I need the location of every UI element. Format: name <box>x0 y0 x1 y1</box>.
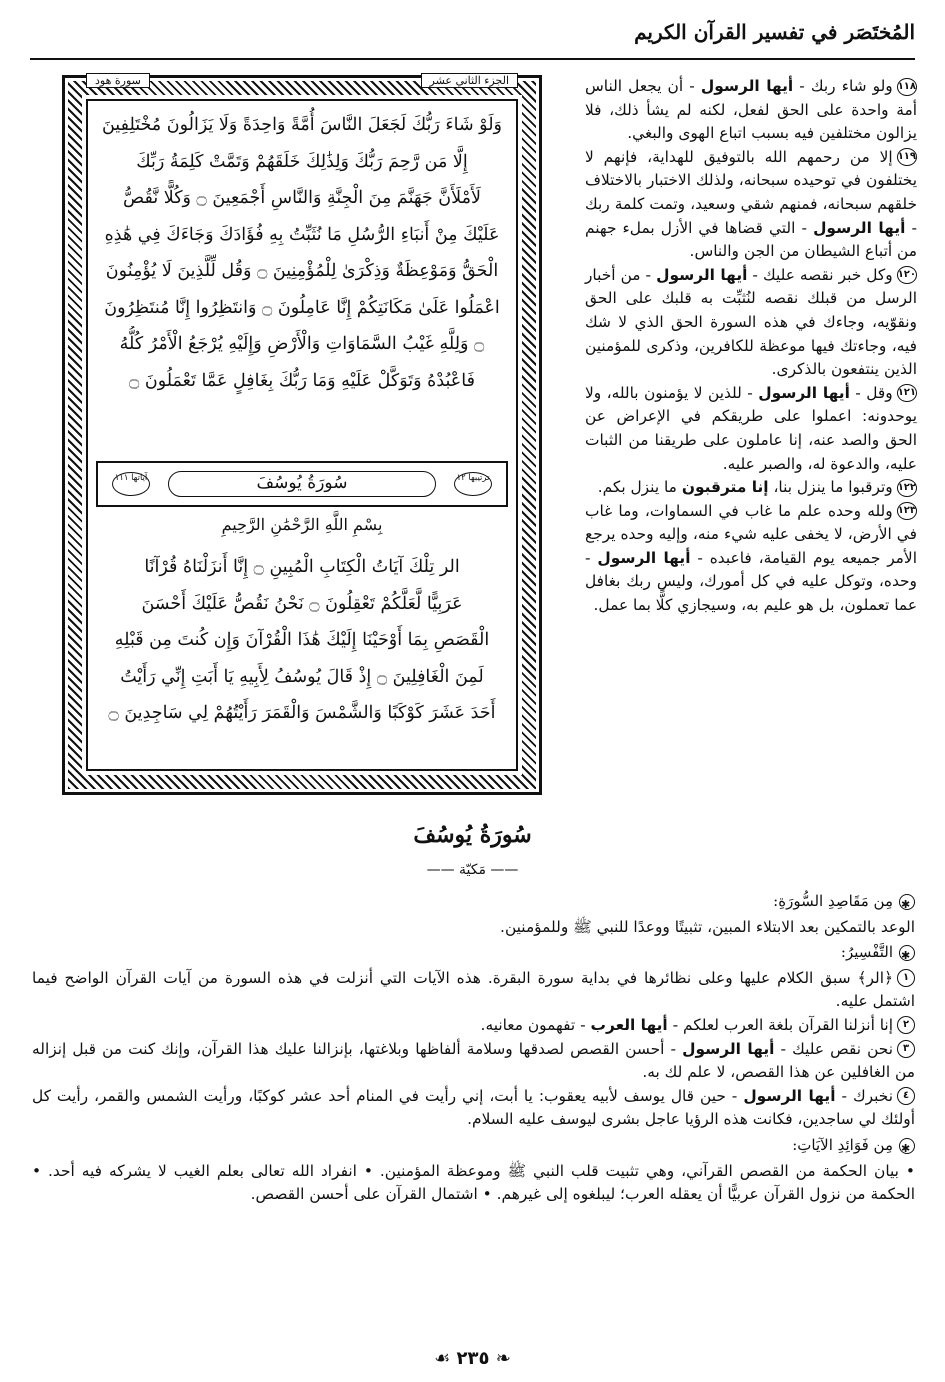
banner-ayah-count: آياتها ١١١ <box>112 472 150 496</box>
tafsir-text: - أحسن القصص لصدقها وسلامة ألفاظها وبلاغتها، بإنزالنا عليك هذا القرآن، وإنك كنت من قبل إنزاله من الغافلين عن هذا القصص، لا علم لك به. <box>32 1039 915 1082</box>
tafsir-text: ما ينزل بكم. <box>597 478 682 497</box>
tafsir-entry <box>585 264 917 382</box>
tafsir-text: إنا أنزلنا القرآن بلغة العرب لعلكم - <box>667 1015 893 1034</box>
section-surah-subtitle: —— مَكيّة —— <box>426 862 519 878</box>
tafsir-text: - للذين لا يؤمنون بالله، ولا يوحدونه: اعملوا على طريقكم في الإعراض عن الحق والصد عنه، إنا عاملون على طريقنا من الثبات عليه، والدعوة له، والصبر عليه. <box>585 383 917 473</box>
star-icon <box>899 945 915 961</box>
tafsir-entry <box>585 476 917 500</box>
tafsir-entry <box>32 967 915 1014</box>
tafsir-text: وكل خبر نقصه عليك - <box>747 265 893 284</box>
tafsir-text: - وحده، وتوكل عليه في كل أمورك، وليس ربك بغافل عما تعملون، بل هو عليم به، وسيجازي كلًّا بما عمل. <box>585 548 917 615</box>
quran-line: ۝ وَلِلَّهِ غَيْبُ السَّمَاوَاتِ وَالْأَرْضِ وَإِلَيْهِ يُرْجَعُ الْأَمْرُ كُلُّهُ <box>119 334 485 354</box>
section-surah-title: سُورَةُ يُوسُفَ <box>413 822 532 848</box>
header-rule <box>30 58 915 60</box>
maqasid-heading: ✱مِن مَقَاصِدِ السُّورَةِ: <box>32 890 915 914</box>
tafsir-text: نحن نقص عليك - <box>774 1039 894 1058</box>
quran-line: عَرَبِيًّا لَّعَلَّكُمْ تَعْقِلُونَ ۝ نَحْنُ نَقُصُّ عَلَيْكَ أَحْسَنَ <box>141 593 463 614</box>
tafsir-text: ﴿الر﴾ سبق الكلام عليها وعلى نظائرها في بداية سورة البقرة. هذه الآيات التي أنزلت في هذه السورة من آيات القرآن الواضح فيما اشتمل عليه. <box>32 968 915 1011</box>
quran-line: إِلَّا مَن رَّحِمَ رَبُّكَ وَلِذَٰلِكَ خَلَقَهُمْ وَتَمَّتْ كَلِمَةُ رَبِّكَ <box>136 151 468 172</box>
ayah-number-badge: ١٢٠ <box>897 266 917 284</box>
tafsir-text: ولله وحده علم ما غاب في السماوات، وما غاب في الأرض، لا يخفى عليه شيء منه، وإليه وحده يرجع الأمر جميعه يوم القيامة، فاعبده - <box>585 501 917 567</box>
quran-line: الْحَقُّ وَمَوْعِظَةٌ وَذِكْرَىٰ لِلْمُؤْمِنِينَ ۝ وَقُل لِّلَّذِينَ لَا يُؤْمِنُونَ <box>105 261 499 281</box>
tafsir-emphasis: أيها الرسول <box>656 265 748 284</box>
tafsir-text: ولو شاء ربك - <box>793 77 893 95</box>
mushaf-frame <box>62 75 542 795</box>
juz-label: الجزء الثاني عشر <box>421 73 519 88</box>
book-title: المُختَصَر في تفسير القرآن الكريم <box>634 20 915 44</box>
ayah-number-badge: ١٢٣ <box>897 502 917 520</box>
tafsir-hud-column <box>585 75 917 618</box>
tafsir-text: إلا من رحمهم الله بالتوفيق للهداية، فإنهم لا يختلفون في توحيده سبحانه، ولذلك الاختبار بالاختلاف خلقهم سبحانه، فمنهم شقي وسعيد، وتمت كلمة ربك - <box>585 147 917 237</box>
page-number: ❧ ٢٣٥ ☙ <box>434 1348 511 1369</box>
tafsir-entry <box>585 382 917 476</box>
tafsir-text: - التي قضاها في الأزل بملء جهنم من أتباع الشيطان من الجن والناس. <box>585 218 917 261</box>
page-header <box>30 18 915 62</box>
quran-lines-yusuf <box>96 549 508 732</box>
quran-lines-hud <box>96 107 508 399</box>
star-icon <box>899 894 915 910</box>
tafsir-text: - تفهمون معانيه. <box>480 1015 591 1034</box>
ayah-number-badge: ١ <box>897 969 915 987</box>
quran-line: الر تِلْكَ آيَاتُ الْكِتَابِ الْمُبِينِ ۝ إِنَّا أَنزَلْنَاهُ قُرْآنًا <box>144 557 460 577</box>
tafsir-emphasis: أيها الرسول <box>597 548 691 567</box>
tafsir-emphasis: أيها الرسول <box>743 1086 836 1105</box>
maqasid-text: الوعد بالتمكين بعد الابتلاء المبين، تثبيتًا ووعدًا للنبي ﷺ وللمؤمنين. <box>500 917 915 936</box>
ayah-number-badge: ٢ <box>897 1016 915 1034</box>
tafsir-entry <box>585 75 917 146</box>
surah-intro <box>32 888 915 1207</box>
fawaid-heading: ✱مِن فَوَائِدِ الآيَاتِ: <box>32 1134 915 1158</box>
fawaid-text: • بيان الحكمة من القصص القرآني، وهي تثبيت قلب النبي ﷺ وموعظة المؤمنين. • انفراد الله تعالى بعلم الغيب لا يشركه فيه أحد. • الحكمة من نزول القرآن عربيًّا أن يعقله العرب؛ ليبلغوه إلى غيرهم. • اشتمال القرآن على أحسن القصص. <box>32 1161 915 1204</box>
quran-line: لَمِنَ الْغَافِلِينَ ۝ إِذْ قَالَ يُوسُفُ لِأَبِيهِ يَا أَبَتِ إِنِّي رَأَيْتُ <box>120 666 484 687</box>
quran-line: وَلَوْ شَاءَ رَبُّكَ لَجَعَلَ النَّاسَ أُمَّةً وَاحِدَةً وَلَا يَزَالُونَ مُخْتَلِفِينَ <box>101 115 503 135</box>
quran-line: الْقَصَصِ بِمَا أَوْحَيْنَا إِلَيْكَ هَٰذَا الْقُرْآنَ وَإِن كُنتَ مِن قَبْلِهِ <box>114 630 490 650</box>
banner-order: ترتيبها ١٢ <box>454 472 492 496</box>
tafsir-emphasis: أيها الرسول <box>758 383 850 402</box>
surah-banner <box>96 461 508 507</box>
quran-line: عَلَيْكَ مِنْ أَنبَاءِ الرُّسُلِ مَا نُثَبِّتُ بِهِ فُؤَادَكَ وَجَاءَكَ فِي هَٰذِهِ <box>104 224 500 245</box>
tafsir-emphasis: أيها الرسول <box>700 77 794 95</box>
surah-label: سورة هود <box>86 73 150 88</box>
tafsir-entry <box>585 146 917 264</box>
quran-line: فَاعْبُدْهُ وَتَوَكَّلْ عَلَيْهِ وَمَا رَبُّكَ بِغَافِلٍ عَمَّا تَعْمَلُونَ ۝ <box>129 370 475 391</box>
ayah-number-badge: ٣ <box>897 1040 915 1058</box>
tafsir-text: - أن يجعل الناس أمة واحدة على الحق لفعل، لكنه لم يشأ ذلك، فلا يزالون مختلفين فيه بسبب اتباع الهوى والبغي. <box>585 77 917 143</box>
ayah-number-badge: ١١٩ <box>897 148 917 166</box>
tafsir-entry <box>585 500 917 618</box>
tafsir-entry <box>32 1038 915 1085</box>
tafsir-text: وقل - <box>849 383 893 402</box>
quran-line: لَأَمْلَأَنَّ جَهَنَّمَ مِنَ الْجِنَّةِ وَالنَّاسِ أَجْمَعِينَ ۝ وَكُلًّا نَّقُصُّ <box>123 188 481 208</box>
ayah-number-badge: ١٢١ <box>897 384 917 402</box>
tafsir-text: - من أخبار الرسل من قبلك نقصه لنُثبِّت به قلبك على الحق ونقوّيه، وجاءك في هذه السورة الحق الذي لا شك فيه، وجاءتك فيها موعظة للكافرين، وذكرى للمؤمنين الذين ينتفعون بالذكرى. <box>585 265 917 379</box>
basmala: بِسْمِ اللَّهِ الرَّحْمَٰنِ الرَّحِيمِ <box>221 515 383 534</box>
tafsir-text: - حين قال يوسف لأبيه يعقوب: يا أبت، إني رأيت في المنام أحد عشر كوكبًا، ورأيت الشمس والقمر، رأيت كل أولئك لي ساجدين، فكانت هذه الرؤيا عاجل بشرى ليوسف عليه السلام. <box>32 1086 915 1129</box>
tafsir-emphasis: أيها الرسول <box>813 218 906 237</box>
ayah-number-badge: ١١٨ <box>897 78 917 96</box>
tafsir-heading: ✱التَّفْسِيرُ: <box>32 941 915 965</box>
quran-line: اعْمَلُوا عَلَىٰ مَكَانَتِكُمْ إِنَّا عَامِلُونَ ۝ وَانتَظِرُوا إِنَّا مُنتَظِرُونَ <box>104 297 500 318</box>
tafsir-entry <box>32 1014 915 1038</box>
quran-line: أَحَدَ عَشَرَ كَوْكَبًا وَالشَّمْسَ وَالْقَمَرَ رَأَيْتُهُمْ لِي سَاجِدِينَ ۝ <box>108 703 496 723</box>
tafsir-text: وترقبوا ما ينزل بنا، <box>768 478 893 497</box>
tafsir-emphasis: إنا مترقبون <box>681 478 769 497</box>
tafsir-text: نخبرك - <box>835 1086 893 1105</box>
ayah-number-badge: ٤ <box>897 1087 915 1105</box>
ayah-number-badge: ١٢٢ <box>897 479 917 497</box>
tafsir-yusuf-list <box>32 967 915 1132</box>
star-icon <box>899 1138 915 1154</box>
tafsir-emphasis: أيها العرب <box>590 1015 668 1034</box>
banner-surah-name: سُورَةُ يُوسُفَ <box>168 471 436 497</box>
tafsir-entry <box>32 1085 915 1132</box>
tafsir-emphasis: أيها الرسول <box>682 1039 775 1058</box>
